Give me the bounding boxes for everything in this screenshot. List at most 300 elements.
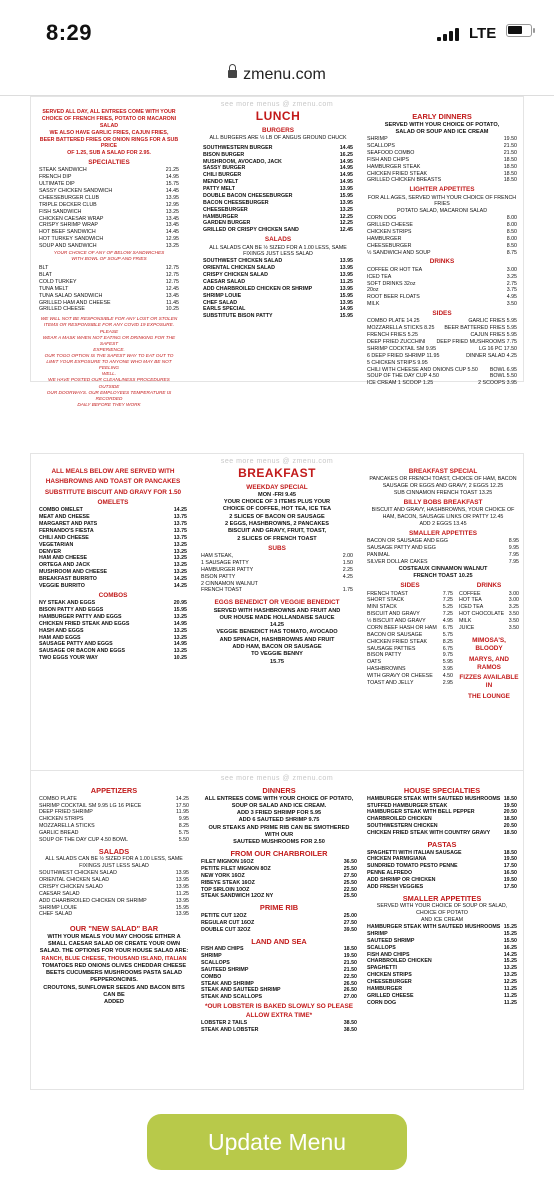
item-price: 14.95 [339,158,353,165]
menu-item [367,243,517,250]
item-price: 13.95 [339,272,353,278]
watermark: see more menus @ zmenu.com [220,775,334,782]
menu-item [201,553,353,560]
item-price: 38.50 [343,1026,357,1033]
menu-item [367,545,519,552]
item-price: 8.25 [442,638,453,645]
item-name: OATS [367,659,382,666]
item-name: ROOT BEER FLOATS [367,294,420,301]
item-name: TOAST AND JELLY [367,679,414,686]
item-name: HOT CHOCOLATE [459,611,505,618]
menu-item [39,174,179,181]
menu-item [367,373,517,380]
menu-item [39,884,189,891]
item-name: SCALLOPS [367,944,396,951]
menu-item [367,177,517,184]
item-name: HAM AND CHEESE [39,555,88,562]
item-price: 11.25 [504,999,517,1006]
item-name: PETITE CUT 12OZ [201,912,247,919]
item-price: 13.95 [175,911,189,918]
item-price: 14.25 [175,795,189,802]
menu-item [367,680,453,687]
item-price: 13.95 [175,897,189,904]
item-name: STEAK AND LOBSTER [201,1026,259,1033]
menu-item [203,279,353,286]
menu-item [39,911,189,918]
item-price: 13.95 [175,870,189,877]
item-price: GARLIC FRIES 5.95 [468,318,517,325]
menu-item [367,816,517,823]
section-heading: SPECIALTIES [88,159,130,167]
item-name: SAUSAGE PATTIES [367,645,416,652]
menu-item [39,243,179,250]
item-price: 25.50 [343,879,357,886]
item-name: SPAGHETTI [367,965,397,972]
menu-image-dinners [30,770,524,1090]
note-line: OUR DOORWAYS. OUR EMPLOYEES TEMPERATURE IS RECORDED [46,389,172,401]
item-price: 8.00 [506,235,517,242]
item-price: 13.25 [339,206,353,213]
item-price: 10.25 [173,655,187,662]
menu-item [39,600,187,607]
item-price: 11.25 [504,992,517,999]
menu-item [201,1027,357,1034]
item-price: 17.50 [175,802,189,809]
menu-item [367,884,517,891]
item-name: HOT BEEF SANDWICH [39,229,96,236]
menu-item [203,172,353,179]
item-name: HAMBURGER STEAK WITH SAUTEED MUSHROOMS [367,795,501,802]
menu-item [367,318,517,325]
menu-item [203,258,353,265]
item-price: 11.25 [176,890,189,897]
item-name: BISON BURGER [203,151,245,158]
item-price: 17.50 [503,883,517,890]
item-price: 19.50 [503,802,517,809]
item-price: 13.25 [173,562,187,569]
item-name: ½ SANDWICH AND SOUP [367,249,431,256]
menu-item [203,145,353,152]
menu-item [201,873,357,880]
menu-item [203,165,353,172]
menu-item [367,618,453,625]
item-price: 11.95 [176,809,189,816]
item-price: 21.25 [165,167,179,174]
browser-url-bar[interactable] [0,58,554,96]
item-name: ORIENTAL CHICKEN SALAD [203,265,275,272]
menu-item [203,207,353,214]
item-price: 4.95 [442,618,453,625]
item-price: 8.25 [178,823,189,830]
item-name: BISON PATTY [367,652,402,659]
item-price: 13.45 [165,292,179,299]
item-name: GRILLED CHICKEN BREASTS [367,177,442,184]
item-price: 3.00 [508,590,519,597]
item-name: SHRIMP [367,136,388,143]
menu-item [367,1000,517,1007]
item-name: FRENCH TOAST [367,590,409,597]
item-price: 3.25 [508,604,519,611]
item-name: SAUSAGE PATTY AND EGG [367,545,436,552]
menu-item [201,587,353,594]
item-price: 13.95 [175,883,189,890]
item-name: CHICKEN PARMIGIANA [367,856,427,863]
menu-item [203,214,353,221]
item-price: 15.95 [339,313,353,320]
item-name: ICE CREAM 1 SCOOP 1.25 [367,380,434,387]
item-price: 3.95 [442,666,453,673]
item-price: 14.45 [165,188,179,195]
item-name: CHICKEN STRIPS [39,816,84,823]
item-price: 22.50 [343,973,357,980]
item-price: 3.50 [506,301,517,308]
menu-item [459,618,519,625]
menu-item [367,604,453,611]
item-name: MOZZARELLA STICKS 8.25 [367,325,435,332]
menu-item [201,927,357,934]
item-price: 18.50 [503,830,517,836]
item-price: 3.00 [508,597,519,604]
menu-item [367,143,517,150]
item-price: 39.50 [343,926,357,933]
item-name: TUNA MELT [39,285,69,292]
item-price: 13.25 [173,548,187,555]
item-name: SOUTHWESTERN BURGER [203,144,273,151]
menu-line: ADD HAM, BACON OR SAUSAGE [232,644,322,651]
section-heading: BURGERS [262,126,294,134]
specialties-column [39,109,179,408]
menu-item [367,339,517,346]
item-name: SAUTEED SHRIMP [367,937,415,944]
item-name: FISH AND CHIPS [367,156,410,163]
menu-item [201,1020,357,1027]
item-price: 19.50 [503,856,517,863]
menu-item [367,965,517,972]
item-name: CORN DOG [367,999,397,1006]
item-name: SAUTEED SHRIMP [201,966,249,973]
menu-line: PANCAKES OR FRENCH TOAST, CHOICE OF HAM, BACON [369,476,517,483]
menu-item [39,188,179,195]
menu-item [367,346,517,353]
menu-item [459,597,519,604]
menu-line: SALAD. THE OPTIONS FOR YOUR HOUSE SALAD ARE: [39,948,189,955]
section-title: SMALLER APPETITES [402,893,482,903]
item-name: CHEESEBURGER [367,979,412,985]
menu-item [39,272,179,279]
breakfast-special-column [367,466,519,701]
item-price: 27.00 [343,994,357,1001]
note-line: SERVED WITH YOUR CHOICE OF SOUP OR SALAD, CHOICE OF POTATO [376,903,508,917]
item-price: 8.95 [508,538,519,545]
item-price: 20.50 [503,823,517,830]
menu-item [367,830,517,837]
menu-item [367,986,517,993]
item-name: FISH AND CHIPS [201,946,244,953]
clock: 8:29 [46,20,93,45]
menu-item [367,215,517,222]
item-name: CRISPY SHRIMP WRAP [39,222,98,229]
lounge-note: MARYS, AND RAMOS [468,655,509,671]
item-price: 13.25 [173,541,187,548]
item-price: 18.50 [503,170,517,177]
note-line: DAILY BEFORE THEY WORK [77,401,141,407]
item-name: BISON PATTY [201,573,236,580]
menu-item [367,666,453,673]
item-price: 21.50 [503,149,517,156]
item-price: 14.25 [173,576,187,583]
menu-item [367,552,519,559]
item-price: 36.50 [343,859,357,866]
item-price: 17.50 [503,863,517,870]
menu-item [39,209,179,216]
section-title: PASTAS [427,839,457,849]
menu-item [203,220,353,227]
url-text[interactable]: zmenu.com [0,66,554,84]
update-menu-button[interactable]: Update Menu [147,1114,407,1170]
item-name: 5 CHICKEN STRIPS 9.95 [367,359,428,366]
menu-item [203,265,353,272]
menu-item [201,920,357,927]
menu-item [39,569,187,576]
menu-item [367,250,517,257]
item-name: FISH AND CHIPS [367,951,410,958]
item-name: SHRIMP LOUIE [203,292,242,299]
breakfast-column [201,466,353,666]
item-price: 14.95 [339,306,353,313]
menu-item [201,859,357,866]
item-name: ADD SHRIMP OR CHICKEN [367,877,436,883]
menu-item [367,236,517,243]
sides-list [367,580,453,701]
menu-item [203,293,353,300]
menu-item [39,293,179,300]
menu-line: 2 SLICES OF BACON OR SAUSAGE [229,513,325,520]
menu-item [367,972,517,979]
menu-item [39,870,189,877]
note-line: WE WILL NOT BE RESPONSIBLE FOR ANY LOST OR STOLEN [40,316,178,322]
item-name: ULTIMATE DIP [39,181,75,188]
item-name: 2 CINNAMON WALNUT [201,580,258,587]
item-name: PETITE FILET MIGNON 8OZ [201,865,271,872]
item-price: 16.50 [503,870,517,877]
item-name: DEEP FRIED SHRIMP [39,809,93,816]
note-line: *OUR LOBSTER IS BAKED SLOWLY SO PLEASE ALLOW EXTRA TIME* [204,1003,354,1019]
menu-line: SMALL CAESAR SALAD OR CREATE YOUR OWN [47,941,181,948]
menu-item [203,159,353,166]
menu-item [367,632,453,639]
section-title: LAND AND SEA [251,936,307,946]
section-title: HOUSE SPECIALTIES [403,786,481,795]
menu-line: YOUR CHOICE OF 3 ITEMS PLUS YOUR [223,499,331,506]
item-name: CRISPY CHICKEN SALAD [203,272,268,278]
intro-line: HASHBROWNS AND TOAST OR PANCAKES [45,478,181,486]
item-name: MUSHROOM AND CHEESE [39,569,108,576]
item-price: 19.50 [343,953,357,960]
menu-item [39,607,187,614]
item-price: 15.25 [503,924,517,930]
item-name: 20oz [367,287,379,294]
item-name: BREAKFAST BURRITO [39,576,97,583]
menu-item [39,300,179,307]
menu-item [39,816,189,823]
section-heading: SMALLER APPETITES [409,529,477,537]
item-name: HAMBURGER STEAK WITH SAUTEED MUSHROOMS [367,924,501,930]
menu-item [39,202,179,209]
note-line: OF 1.25, SUB A SALAD FOR 2.95. [67,150,151,157]
item-name: SASSY CHICKEN SANDWICH [39,188,113,195]
item-price: 12.25 [503,979,517,985]
item-name: MARGARET AND PATS [39,521,98,528]
menu-item [39,621,187,628]
item-price: DEEP FRIED MUSHROOMS 7.75 [436,339,517,346]
item-name: HAMBURGER PATTY [201,566,254,573]
menu-line: TO VEGGIE BENNY [251,651,303,658]
menu-item [201,581,353,588]
item-price: 18.50 [503,163,517,170]
item-price: 13.95 [339,186,353,193]
menu-item [39,803,189,810]
item-price: 9.95 [508,545,519,552]
item-name: REGULAR CUT 16OZ [201,919,255,926]
item-name: HASH AND EGGS [39,627,84,634]
item-price: 25.50 [343,893,357,900]
item-price: 3.75 [506,287,517,294]
item-name: PANIMAL [367,551,390,558]
item-name: CHARBROILED CHICKEN [367,816,432,823]
item-name: CHICKEN FRIED STEAK [367,638,428,645]
appetizers-column [39,783,189,1007]
item-name: CHICKEN FRIED STEAK WITH COUNTRY GRAVY [367,830,491,836]
item-price: 2.75 [506,280,517,287]
menu-item [367,301,517,308]
section-heading: EGGS BENEDICT OR VEGGIE BENEDICT [214,599,340,607]
item-name: COMBO [201,973,222,980]
item-name: GRILLED CHEESE [39,306,85,313]
menu-item [39,796,189,803]
item-price: 12.25 [339,220,353,227]
section-heading: COMBOS [98,591,128,599]
menu-item [39,181,179,188]
menu-item [39,306,179,313]
item-name: SOFT DRINKS 32oz [367,280,416,287]
item-name: SOUP OF THE DAY CUP 4.50 BOWL [39,836,128,843]
item-name: MOZZARELLA STICKS [39,823,95,830]
item-price: 13.95 [165,194,179,201]
menu-item [367,870,517,877]
item-name: HAMBURGER [203,213,239,220]
item-name: GRILLED OR CRISPY CHICKEN SAND [203,227,299,234]
note-line: AND ICE CREAM [420,917,464,924]
item-price: 7.25 [442,597,453,604]
item-name: HASHBROWNS [367,666,406,673]
item-name: CHEF SALAD [203,299,238,306]
menu-item [201,574,353,581]
item-name: ORIENTAL CHICKEN SALAD [39,877,110,883]
item-price: 18.50 [503,849,517,856]
item-name: SILVER DOLLAR CAKES [367,558,428,565]
menu-item [367,673,453,680]
item-name: RIBEYE STEAK 16OZ [201,879,255,886]
item-name: SAUSAGE PATTY AND EGGS [39,641,113,648]
menu-line: BEETS CUCUMBERS MUSHROOMS PASTA SALAD [45,970,182,977]
item-price: 13.25 [503,972,517,979]
menu-item [203,200,353,207]
item-price: 6.75 [442,624,453,631]
item-price: 5.50 [178,836,189,843]
item-name: CHICKEN FRIED STEAK AND EGGS [39,620,130,627]
menu-item [39,576,187,583]
menu-item [367,993,517,1000]
menu-item [367,863,517,870]
menu-line: SUB CINNAMON FRENCH TOAST 13.25 [393,490,493,497]
item-name: ADD CHARBROILED CHICKEN OR SHRIMP [203,285,313,292]
item-name: HAMBURGER [367,235,402,242]
item-name: PENNE ALFREDO [367,870,413,877]
menu-item [39,507,187,514]
item-price: 14.95 [339,165,353,172]
note-line: ALL BURGERS ARE ½ LB OF ANGUS GROUND CHUCK [209,134,347,141]
menu-item [367,229,517,236]
item-name: SCALLOPS [367,143,395,150]
menu-item [203,152,353,159]
intro-line: SUBSTITUTE BISCUIT AND GRAVY FOR 1.50 [44,488,182,496]
item-price: 13.75 [173,521,187,528]
item-name: HAM AND EGGS [39,634,81,641]
menu-item [367,538,519,545]
item-price: 13.95 [339,285,353,292]
menu-line: COSTEAUX CINNAMON WALNUT [398,565,488,572]
menu-item [39,628,187,635]
menu-item [203,179,353,186]
menu-item [39,905,189,912]
item-price: 18.50 [343,946,357,953]
item-price: 15.25 [503,958,517,965]
item-price: 15.50 [503,937,517,944]
menu-item [203,313,353,320]
menu-line: TOMATOES RED ONIONS OLIVES CHEDDAR CHEESE [41,962,187,969]
item-price: 11.25 [340,278,353,285]
menu-item [367,150,517,157]
note-line: ALL SALADS CAN BE ½ SIZED FOR A 1.00 LESS, SAME FIXINGS JUST LESS SALAD [209,244,347,258]
item-price: 16.25 [503,944,517,951]
item-price: 13.25 [503,965,517,972]
network-label: LTE [469,25,497,42]
item-name: MILK [367,301,380,308]
item-name: BLT [39,265,49,272]
menu-item [367,136,517,143]
item-name: BLAT [39,272,52,279]
item-name: DEEP FRIED ZUCCHINI [367,339,426,346]
menu-item [39,877,189,884]
watermark: see more menus @ zmenu.com [220,101,334,108]
menu-item [459,625,519,632]
item-name: NY STEAK AND EGGS [39,600,96,607]
item-price: 27.50 [343,919,357,926]
item-name: SUNDRIED TOMATO PESTO PENNE [367,863,458,870]
menu-item [39,528,187,535]
item-price: 9.75 [442,652,453,659]
menu-item [367,958,517,965]
menu-line: 14.25 [270,622,284,629]
item-price: 14.95 [339,172,353,179]
lounge-note: FIZZES AVAILABLE IN [459,674,519,690]
item-name: SAUSAGE OR BACON AND EGGS [39,648,126,655]
item-name: MUSHROOM, AVOCADO, JACK [203,158,282,165]
item-name: SHRIMP COCKTAIL SM 9.95 LG 16 PIECE [39,802,142,809]
menu-item [39,562,187,569]
menu-line: ADD 3 FRIED SHRIMP FOR 5.95 [236,810,322,817]
item-name: HAMBURGER STEAK WITH BELL PEPPER [367,809,475,816]
